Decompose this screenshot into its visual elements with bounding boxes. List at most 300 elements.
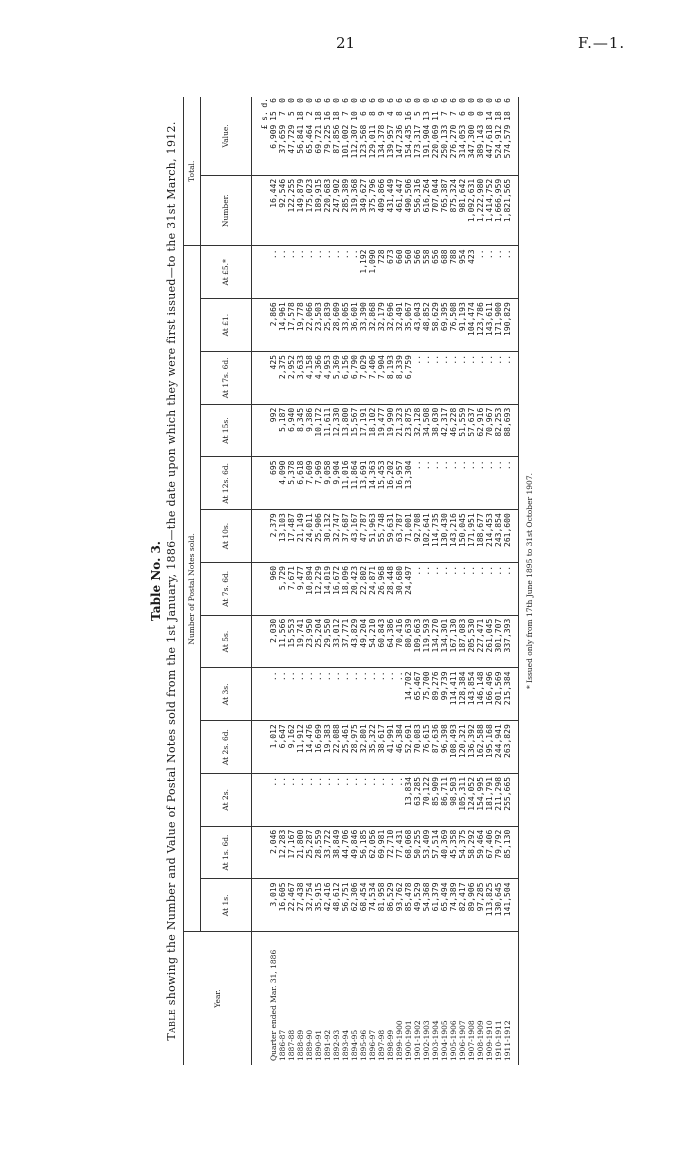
count-cell: .. [467,351,476,404]
count-cell: .. [368,773,377,826]
value-pounds-cell: 47,729 [287,124,296,176]
value-pounds-cell: 37,659 [278,124,287,176]
count-cell: 19,741 [296,615,305,668]
value-pounds-cell: 173,317 [413,124,422,176]
denomination-header: At 7s. 6d. [201,562,252,615]
count-cell: .. [341,246,350,299]
count-cell: 56,185 [359,826,368,879]
count-cell: 171,900 [494,299,503,352]
denomination-header: At £1. [201,299,252,352]
table-caption [164,97,179,1065]
table-row [476,97,485,1065]
value-shillings-cell: 18 [503,110,519,123]
count-cell: 558 [422,246,431,299]
count-cell: 205,530 [467,615,476,668]
count-cell: 61,379 [431,879,440,932]
count-cell: 2,375 [278,351,287,404]
value-pounds-cell: 347,300 [467,124,476,176]
count-cell: 9,477 [296,562,305,615]
count-cell: 12,330 [332,404,341,457]
value-pounds-cell: 6,909 [269,124,278,176]
value-pounds-cell: 250,133 [440,124,449,176]
value-pence-cell: 0 [485,98,494,103]
total-number-cell: 189,915 [314,175,323,246]
count-cell: 130,430 [440,510,449,563]
count-cell: 134,301 [440,615,449,668]
count-cell: 72,710 [386,826,395,879]
table-row [440,97,449,1065]
count-cell: 74,389 [449,879,458,932]
value-pence-cell: 0 [413,98,422,103]
count-cell: 32,128 [413,404,422,457]
count-cell: 227,471 [476,615,485,668]
count-cell: 123,786 [476,299,485,352]
year-cell: 1893-94 [341,1029,350,1061]
currency-unit: d. [260,98,269,108]
denomination-header: At 3s. [201,668,252,721]
count-cell: 70,122 [422,773,431,826]
count-cell: 215,384 [503,668,519,721]
value-pence-cell: 6 [431,98,440,103]
count-cell: .. [395,668,404,721]
value-pounds-cell: 154,435 [404,124,413,176]
caption-lead: Table [165,1009,178,1041]
value-pounds-cell: 101,002 [341,124,350,176]
count-cell: 38,849 [332,826,341,879]
count-cell: .. [296,773,305,826]
count-cell: 37,687 [341,510,350,563]
count-cell: 109,663 [413,615,422,668]
year-cell: 1899-1900 [395,1020,404,1061]
count-cell: 24,011 [305,510,314,563]
year-cell: 1907-1908 [467,1020,476,1061]
count-cell: 188,677 [476,510,485,563]
year-cell: 1901-1902 [413,1020,422,1061]
count-cell: 43,043 [413,299,422,352]
count-cell: 4,158 [305,351,314,404]
value-shillings-cell: 8 [395,111,404,117]
count-cell: 7,406 [368,351,377,404]
table-row [485,97,494,1065]
table-row [458,97,467,1065]
count-cell: 69,395 [440,299,449,352]
table-row [467,97,476,1065]
year-cell: 1894-95 [350,1029,359,1061]
table-row [449,97,458,1065]
total-number-cell: 1,222,980 [476,175,485,246]
total-number-cell: 1,092,631 [467,175,476,246]
count-cell: 423 [467,246,476,299]
count-cell: 255,665 [503,773,519,826]
count-cell: 660 [395,246,404,299]
year-cell: 1890-91 [314,1029,323,1061]
table-row [269,97,278,1065]
value-pence-cell: 6 [386,98,395,103]
count-cell: 25,906 [314,510,323,563]
denomination-header: At 12s. 6d. [201,457,252,510]
value-pence-cell: 6 [404,98,413,103]
total-number-cell: 431,449 [386,175,395,246]
page-number: 21 [336,34,356,52]
value-shillings-cell: 4 [386,111,395,117]
value-pence-cell: 0 [332,98,341,103]
denomination-header: At 10s. [201,510,252,563]
count-cell: 13,800 [341,404,350,457]
value-pounds-cell: 314,053 [458,124,467,176]
count-cell: 92,708 [413,510,422,563]
total-number-cell: 122,255 [287,175,296,246]
value-pounds-cell: 134,378 [377,124,386,176]
count-cell: 113,825 [485,879,494,932]
table-row [503,97,519,1065]
count-cell: 42,416 [323,879,332,932]
count-cell: 17,167 [287,826,296,879]
count-cell: .. [278,668,287,721]
count-cell: 32,754 [305,879,314,932]
count-cell: 22,467 [287,879,296,932]
total-number-cell: 875,324 [449,175,458,246]
currency-units-row [252,97,270,1065]
total-number-cell: 92,546 [278,175,287,246]
count-cell: 3,019 [269,879,278,932]
count-cell: 49,846 [350,826,359,879]
count-cell: 21,800 [296,826,305,879]
count-cell: 114,411 [449,668,458,721]
count-cell: 51,963 [368,510,377,563]
count-cell: 51,559 [458,404,467,457]
count-cell: 89,276 [431,668,440,721]
count-cell: 19,990 [386,404,395,457]
count-cell: .. [458,351,467,404]
count-cell: 4,090 [278,457,287,510]
count-cell: 99,739 [440,668,449,721]
count-cell: 70,416 [395,615,404,668]
table-row [395,97,404,1065]
count-cell: .. [503,246,519,299]
value-shillings-cell: 7 [449,111,458,117]
value-shillings-cell: 7 [278,111,287,117]
value-pence-cell: 6 [323,98,332,103]
count-cell: .. [269,668,278,721]
count-cell: 58,629 [431,299,440,352]
count-cell: 190,829 [503,299,519,352]
value-pounds-cell: 123,568 [359,124,368,176]
count-cell: .. [341,668,350,721]
count-cell: 58,292 [467,826,476,879]
count-cell: 16,605 [278,879,287,932]
count-cell: 14,702 [404,668,413,721]
table-row [296,97,305,1065]
count-cell: 32,491 [395,299,404,352]
value-pounds-cell: 87,856 [332,124,341,176]
count-cell: 167,130 [449,615,458,668]
count-cell: 69,981 [377,826,386,879]
count-cell: 24,497 [404,562,413,615]
caption-text: showing the Number and Value of Postal Notes sold from the 1st January, 1886—the date upon which they were first issued—to the 31st March, 1912. [165,121,178,1006]
count-cell: 57,637 [467,404,476,457]
value-shillings-cell: 0 [467,111,476,117]
count-cell: 4,366 [314,351,323,404]
count-cell: 9,904 [332,457,341,510]
count-cell: 8,345 [296,404,305,457]
value-shillings-cell: 10 [350,111,359,121]
count-cell: 82,417 [458,879,467,932]
year-cell: 1905-1906 [449,1020,458,1061]
value-pence-cell: 0 [422,98,431,103]
count-cell: 7,609 [305,457,314,510]
count-cell: 688 [440,246,449,299]
count-cell: 52,691 [404,721,413,774]
count-cell: 19,477 [377,404,386,457]
count-cell: 425 [269,351,278,404]
year-cell: 1908-1909 [476,1020,485,1061]
count-cell: .. [323,668,332,721]
count-cell: .. [314,773,323,826]
value-pence-cell: 0 [287,98,296,103]
count-cell: .. [485,562,494,615]
count-cell: .. [467,562,476,615]
number-sold-header: Number of Postal Notes sold. [184,246,201,932]
count-cell: 14,476 [305,721,314,774]
count-cell: 201,569 [494,668,503,721]
count-cell: 88,693 [503,404,519,457]
count-cell: 2,030 [269,615,278,668]
count-cell: 187,083 [458,615,467,668]
value-pence-cell: 6 [341,98,350,103]
count-cell: 22,088 [332,721,341,774]
denomination-header: At 1s. 6d. [201,826,252,879]
count-cell: .. [440,562,449,615]
table-row [413,97,422,1065]
total-number-cell: 149,879 [296,175,305,246]
value-pence-cell: 6 [368,98,377,103]
count-cell: 566 [413,246,422,299]
count-cell: 104,474 [467,299,476,352]
value-pence-cell: 0 [278,98,287,103]
count-cell: .. [494,246,503,299]
total-number-cell: 247,902 [332,175,341,246]
count-cell: .. [494,351,503,404]
count-cell: 2,866 [269,299,278,352]
value-shillings-cell: 6 [458,111,467,117]
value-shillings-cell: 14 [485,111,494,121]
number-header: Number. [201,175,252,246]
count-cell: 93,762 [395,879,404,932]
count-cell: 181,791 [485,773,494,826]
count-cell: 728 [377,246,386,299]
value-shillings-cell: 18 [494,111,503,121]
count-cell: .. [458,562,467,615]
table-row [359,97,368,1065]
value-pounds-cell: 56,841 [296,124,305,176]
count-cell: 23,875 [404,404,413,457]
count-cell: 15,553 [287,615,296,668]
value-pence-cell: 6 [503,97,519,110]
count-cell: 1,192 [359,246,368,299]
count-cell: 43,829 [350,615,359,668]
count-cell: 46,384 [395,721,404,774]
year-cell: 1900-1901 [404,1020,413,1061]
total-number-cell: 1,821,565 [503,175,519,246]
year-cell: 1891-92 [323,1029,332,1061]
value-pence-cell: 6 [494,98,503,103]
count-cell: 89,906 [467,879,476,932]
count-cell: 25,839 [323,299,332,352]
count-cell: .. [395,773,404,826]
count-cell: 80,639 [404,615,413,668]
value-shillings-cell: 18 [296,111,305,121]
count-cell: 102,641 [422,510,431,563]
value-shillings-cell: 16 [323,111,332,121]
count-cell: 14,961 [278,299,287,352]
count-cell: 70,967 [485,404,494,457]
value-pounds-cell: 65,464 [305,124,314,176]
count-cell: .. [314,668,323,721]
denomination-header: At 1s. [201,879,252,932]
table-row [332,97,341,1065]
count-cell: 13,691 [359,457,368,510]
value-shillings-cell: 13 [422,111,431,121]
count-cell: 35,322 [368,721,377,774]
count-cell: 65,494 [440,879,449,932]
count-cell: 49,529 [413,879,422,932]
count-cell: 43,167 [350,510,359,563]
value-pence-cell: 0 [377,98,386,103]
count-cell: 560 [404,246,413,299]
count-cell: .. [287,246,296,299]
count-cell: .. [332,668,341,721]
total-number-cell: 490,506 [404,175,413,246]
count-cell: 33,065 [341,299,350,352]
count-cell: 3,633 [296,351,305,404]
count-cell: 42,317 [440,404,449,457]
count-cell: .. [476,246,485,299]
count-cell: .. [422,351,431,404]
count-cell: 41,991 [386,721,395,774]
year-cell: 1895-96 [359,1029,368,1061]
value-pounds-cell: 79,225 [323,124,332,176]
total-number-cell: 319,368 [350,175,359,246]
count-cell: 82,253 [494,404,503,457]
denomination-header: At 2s. [201,773,252,826]
count-cell: 19,383 [323,721,332,774]
count-cell: 141,504 [503,879,519,932]
count-cell: 105,311 [458,773,467,826]
count-cell: .. [278,773,287,826]
count-cell: 7,671 [287,562,296,615]
count-cell: .. [296,246,305,299]
count-cell: 124,052 [467,773,476,826]
count-cell: 23,503 [314,299,323,352]
value-pounds-cell: 574,579 [503,124,519,176]
year-cell: 1896-97 [368,1029,377,1061]
year-cell: 1888-89 [296,1029,305,1061]
count-cell: 26,968 [377,562,386,615]
count-cell: 12,283 [278,826,287,879]
count-cell: .. [503,457,519,510]
count-cell: 37,771 [341,615,350,668]
count-cell: 44,706 [341,826,350,879]
total-number-cell: 461,447 [395,175,404,246]
value-shillings-cell: 15 [269,111,278,121]
count-cell: .. [287,773,296,826]
year-header: Year. [184,932,252,1065]
count-cell: 2,952 [287,351,296,404]
count-cell: 40,369 [440,826,449,879]
count-cell: .. [323,773,332,826]
count-cell: 119,593 [422,615,431,668]
count-cell: 16,699 [314,721,323,774]
count-cell: 74,534 [368,879,377,932]
table-row [305,97,314,1065]
count-cell: 36,601 [350,299,359,352]
count-cell: 25,287 [305,826,314,879]
count-cell: 244,941 [494,721,503,774]
count-cell: 261,600 [503,510,519,563]
count-cell: 1,090 [368,246,377,299]
count-cell: .. [287,668,296,721]
count-cell: 59,464 [476,826,485,879]
count-cell: 214,453 [485,510,494,563]
count-cell: .. [431,562,440,615]
count-cell: 35,915 [314,879,323,932]
year-cell: 1903-1904 [431,1020,440,1061]
value-shillings-cell: 5 [287,111,296,117]
count-cell: 25,461 [341,721,350,774]
count-cell: 30,132 [323,510,332,563]
denomination-header: At 5s. [201,615,252,668]
value-shillings-cell: 18 [332,111,341,121]
count-cell: .. [332,773,341,826]
count-cell: 1,012 [269,721,278,774]
count-cell: 86,529 [386,879,395,932]
count-cell: 13,103 [278,510,287,563]
count-cell: 17,578 [287,299,296,352]
count-cell: 15,567 [350,404,359,457]
count-cell: .. [449,562,458,615]
count-cell: .. [350,246,359,299]
count-cell: 54,210 [368,615,377,668]
count-cell: .. [494,457,503,510]
currency-unit: s. [260,111,269,121]
count-cell: .. [458,457,467,510]
postal-notes-table [183,97,519,1065]
count-cell: 28,975 [350,721,359,774]
count-cell: .. [485,246,494,299]
count-cell: 7,029 [359,351,368,404]
table-row [350,97,359,1065]
value-shillings-cell: 6 [359,111,368,117]
total-number-cell: 375,796 [368,175,377,246]
count-cell: 62,306 [350,879,359,932]
count-cell: 16,202 [386,457,395,510]
count-cell: 14,363 [368,457,377,510]
count-cell: 788 [449,246,458,299]
currency-unit: £ [252,124,270,176]
total-number-cell: 765,387 [440,175,449,246]
count-cell: 60,843 [377,615,386,668]
count-cell: .. [431,351,440,404]
count-cell: 130,645 [494,879,503,932]
count-cell: .. [503,562,519,615]
count-cell: 91,193 [458,299,467,352]
count-cell: 6,790 [350,351,359,404]
count-cell: 97,285 [476,879,485,932]
count-cell: 143,216 [449,510,458,563]
count-cell: 38,617 [377,721,386,774]
count-cell: 54,368 [422,879,431,932]
count-cell: .. [467,457,476,510]
